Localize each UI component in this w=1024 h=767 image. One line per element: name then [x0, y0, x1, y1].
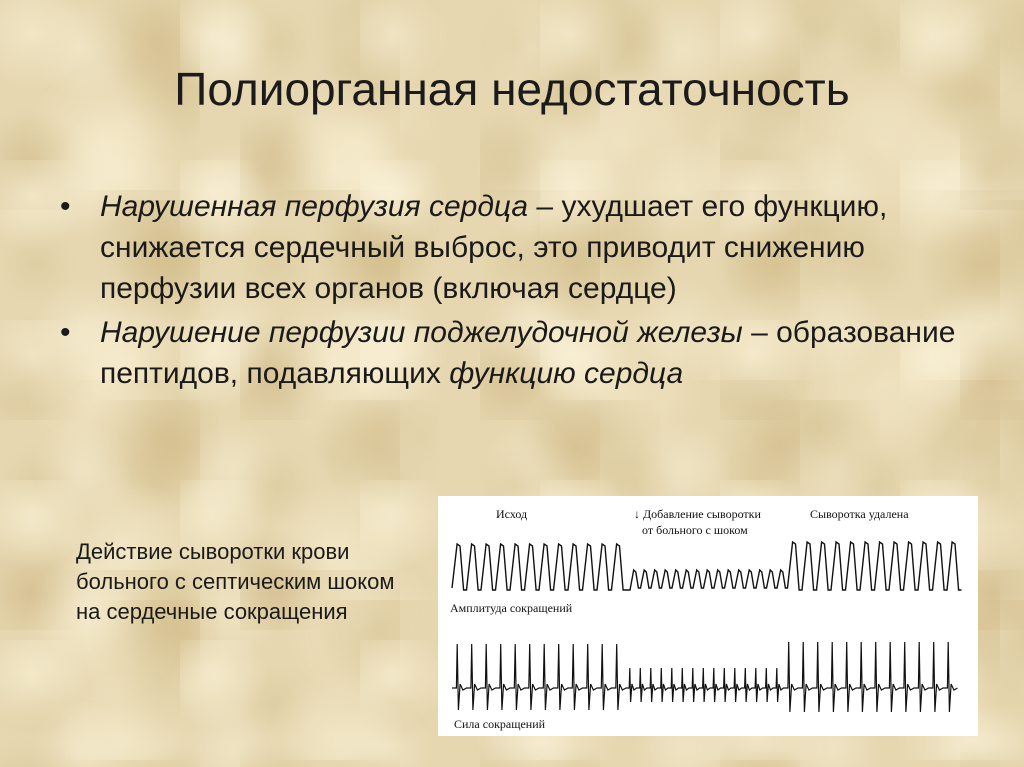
contraction-traces [438, 496, 978, 736]
bullet-list [60, 186, 960, 397]
bullet-body-text: – ухудшает его функцию, снижается сердечный выброс, это приводит снижению перфузии всех органов (включая сердце) [100, 190, 888, 305]
serum-added-label: ↓ Добавление сыворотки [634, 507, 761, 521]
slide-title: Полиорганная недостаточность [174, 63, 850, 115]
bullet-item [60, 186, 960, 309]
bullet-lead-text: Нарушение перфузии поджелудочной железы [100, 316, 743, 349]
bullet-item [60, 312, 960, 394]
bullet-body-text: – образование пептидов, подавляющих [100, 316, 956, 390]
heart-contraction-figure [438, 496, 978, 736]
bullet-tail-text: функцию сердца [449, 357, 684, 390]
baseline-label: Исход [496, 507, 528, 521]
bullet-marker: • [60, 190, 71, 223]
amplitude-label: Амплитуда сокращений [450, 601, 573, 615]
figure-caption: Действие сыворотки крови больного с септическим шоком на сердечные сокращения [76, 539, 395, 624]
bullet-lead-text: Нарушенная перфузия сердца [100, 190, 529, 223]
amplitude-trace [452, 542, 962, 590]
force-trace [452, 642, 958, 712]
serum-removed-label: Сыворотка удалена [810, 507, 909, 521]
force-label: Сила сокращений [454, 717, 546, 731]
serum-source-label: от больного с шоком [642, 523, 748, 537]
bullet-marker: • [60, 316, 71, 349]
